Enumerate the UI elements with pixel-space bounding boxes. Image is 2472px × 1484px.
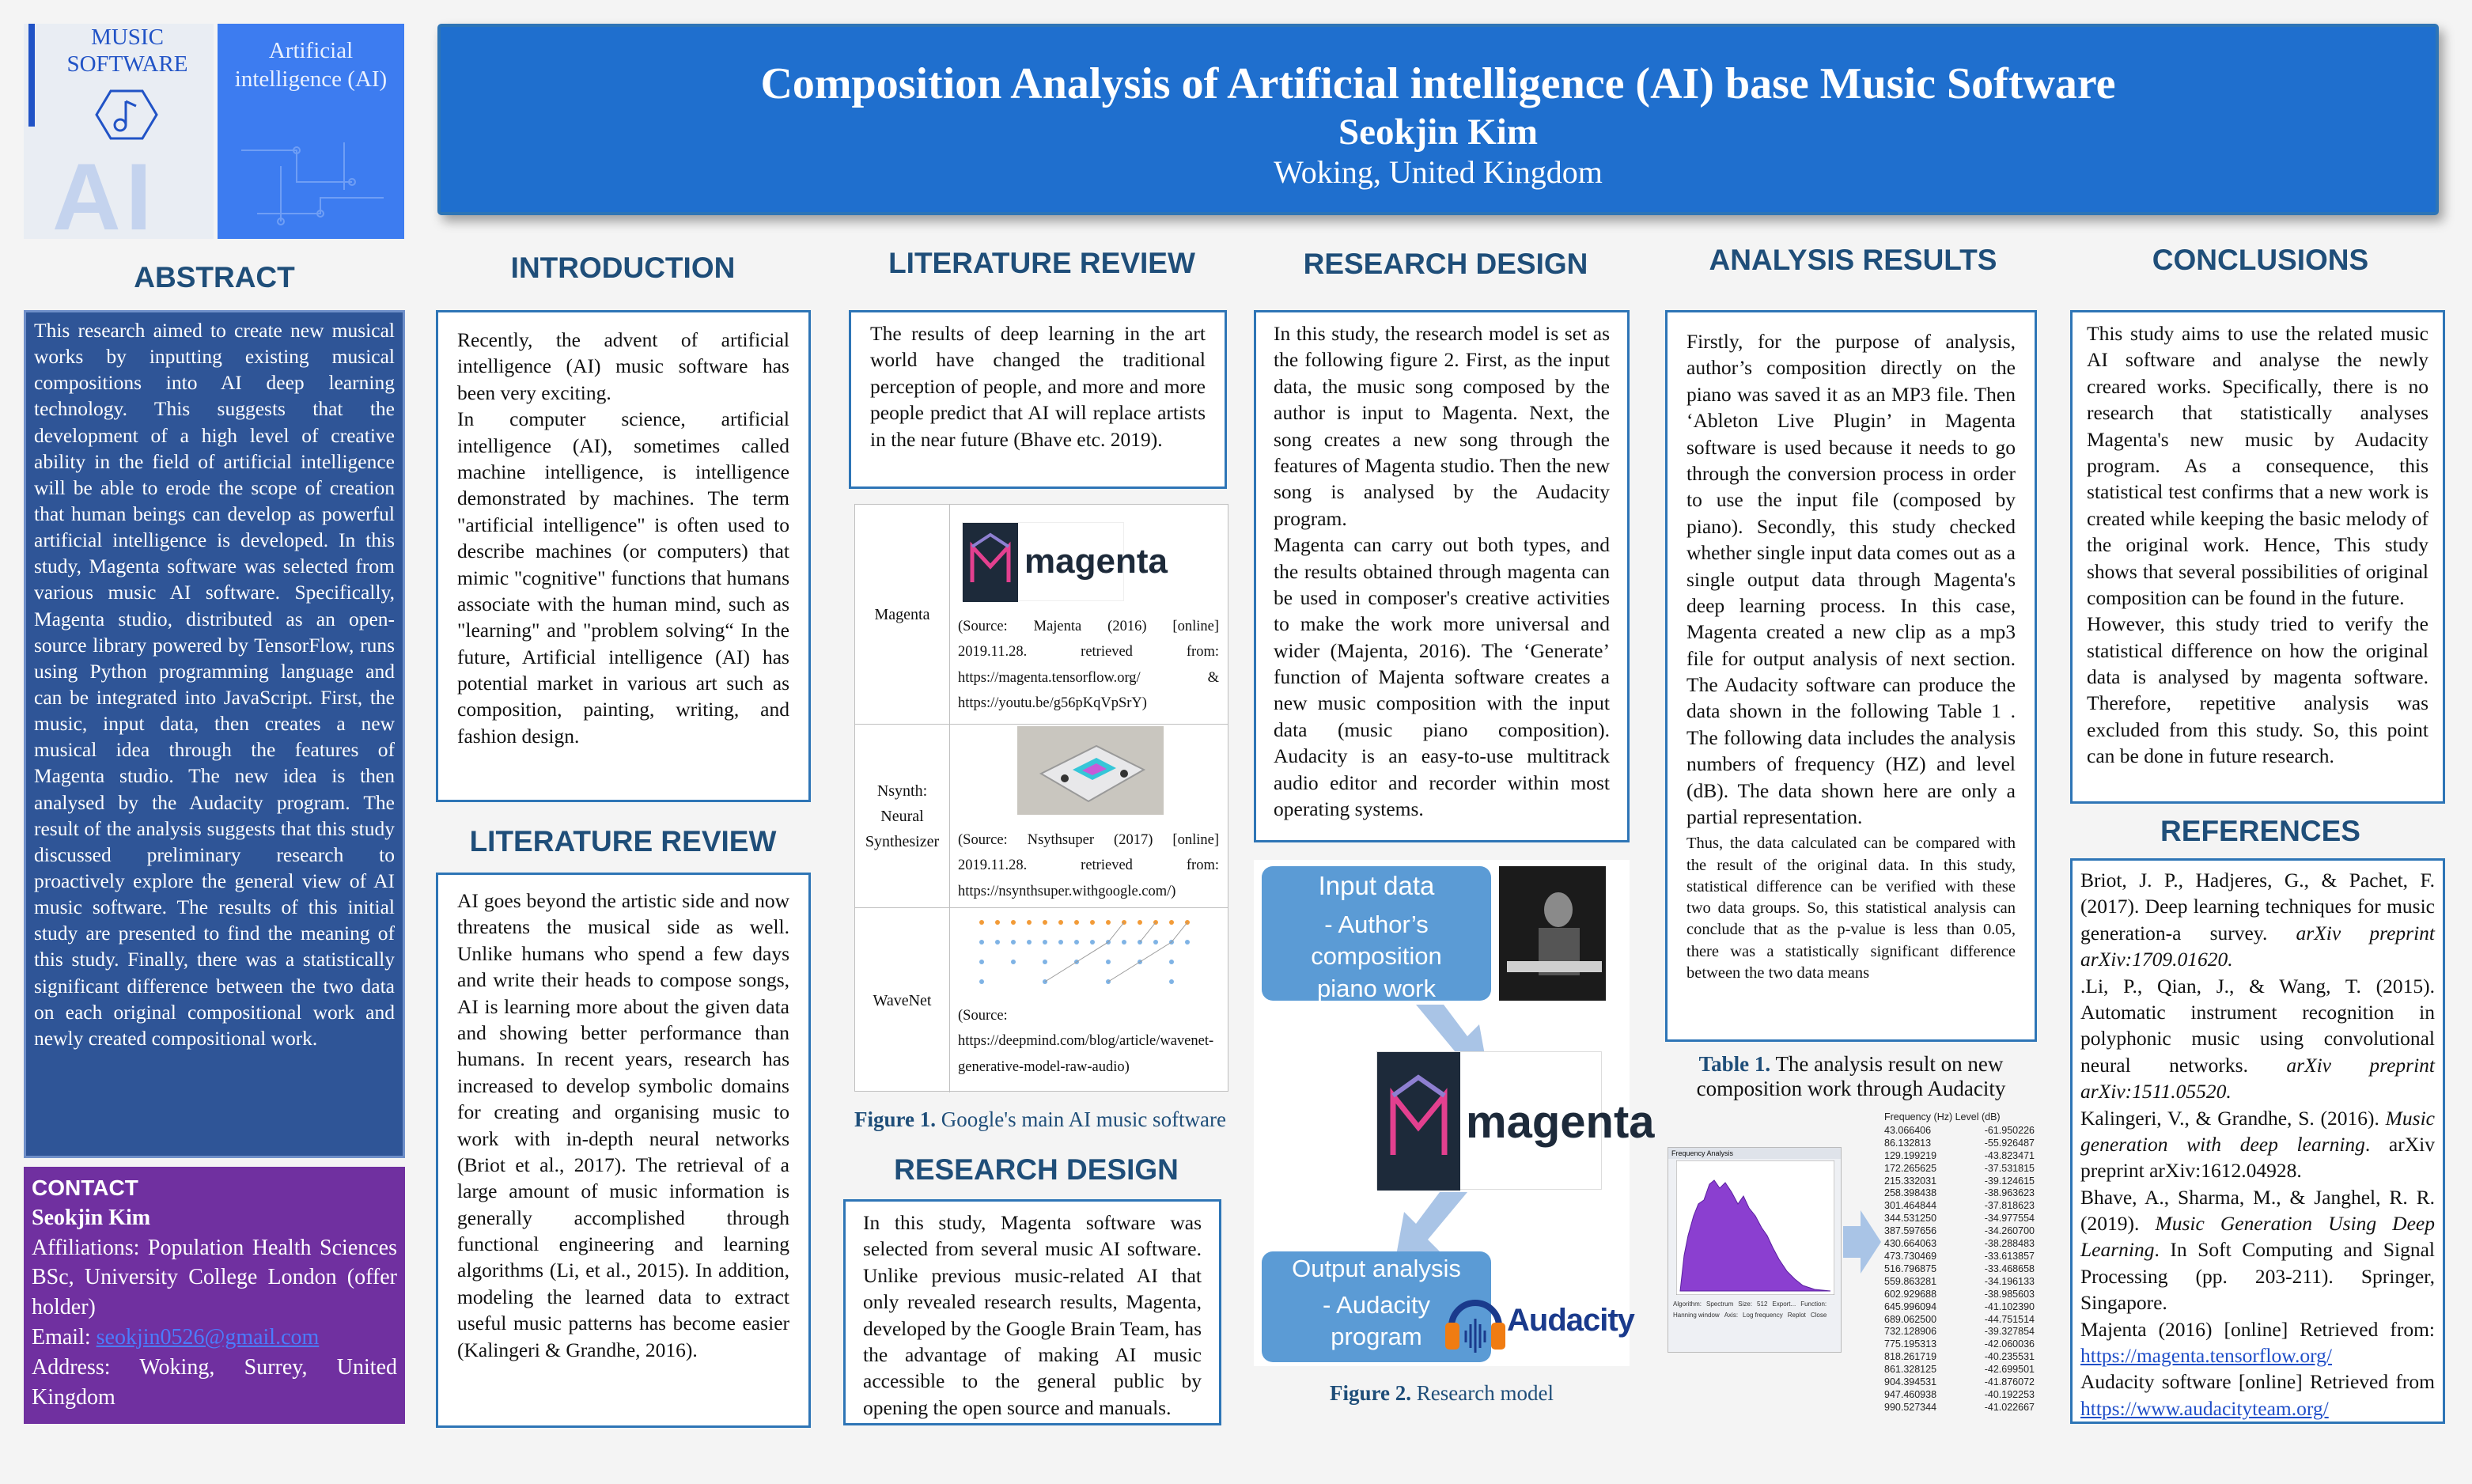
arrow-down-left-icon [1388,1188,1475,1259]
reference-6-link[interactable]: https://www.audacityteam.org/ [2080,1396,2329,1420]
spectrum-window-title: Frequency Analysis [1668,1148,1841,1159]
contact-email-link[interactable]: seokjin0526@gmail.com [96,1324,320,1350]
input-data-desc: - Author’s composition piano work [1311,910,1442,1002]
frequency-row [1884,1326,2035,1338]
frequency-value: 258.398438 [1884,1187,1937,1199]
spectrum-size-select[interactable]: 512 [1757,1300,1768,1308]
reference-5 [2080,1316,2435,1369]
level-value: -38.985603 [1984,1288,2035,1300]
research-design-heading-1: RESEARCH DESIGN [1303,248,1588,280]
contact-email-line [32,1323,397,1353]
spectrum-control-label: Size: [1738,1300,1753,1308]
reference-2 [2080,973,2435,1105]
figure-1-source-wavenet: (Source: https://deepmind.com/blog/article/wavenet-generative-model-raw-audio) [958,1008,1214,1075]
frequency-row [1884,1150,2035,1163]
frequency-row [1884,1376,2035,1389]
reference-3-tail: . arXiv preprint arXiv:1612.04928. [2080,1132,2435,1183]
spectrum-algorithm-select[interactable]: Spectrum [1706,1300,1734,1308]
level-value: -41.022667 [1984,1401,2035,1413]
research-design-heading-2: RESEARCH DESIGN [894,1153,1179,1186]
frequency-value: 818.261719 [1884,1351,1937,1363]
poster-location: Woking, United Kingdom [1274,154,1603,190]
figure-2-caption [1254,1381,1630,1406]
frequency-row [1884,1289,2035,1301]
figure-1-source-nsynth: (Source: Nsythsuper (2017) [online] 2019.11.28. retrieved from: https://nsynthsuper.withgoogle.com/) [958,832,1219,899]
frequency-row [1884,1200,2035,1213]
title-banner [437,24,2439,215]
frequency-value: 990.527344 [1884,1401,1937,1413]
reference-2-italic: arXiv preprint arXiv:1511.05520. [2080,1053,2435,1104]
research-design-p1: In this study, the research model is set as the following figure 2. First, as the input data, the music song composed by the author is input to Magenta. Next, the song creates a new song through the features of Magenta studio. Then the new song is analysed by the Audacity program. [1274,322,1610,530]
frequency-table-header: Frequency (Hz) Level (dB) [1884,1111,2001,1122]
literature-review-box-1 [849,310,1227,489]
arrow-right-icon [1843,1210,1881,1274]
reference-1-text: Briot, J. P., Hadjeres, G., & Pachet, F. (2017). Deep learning techniques for music generation-a survey. [2080,869,2435,945]
abstract-heading: ABSTRACT [134,261,295,293]
frequency-value: 344.531250 [1884,1213,1937,1225]
introduction-p2: In computer science, artificial intelligence (AI), sometimes called machine intelligence, is intelligence demonstrated by machines. The term "artificial intelligence" is often used to describe machines (or computers) that mimic "cognitive" functions that humans associate with the human mind, such as "learning" and "problem solving“ In the future, Artificial intelligence (AI) has potential market in various art such as composition, painting, writing, and fashion design. [457,407,789,748]
spectrum-controls [1673,1300,1838,1319]
frequency-value: 215.332031 [1884,1175,1937,1187]
reference-4 [2080,1184,2435,1316]
spectrum-replot-button[interactable]: Replot [1787,1312,1806,1319]
frequency-value: 473.730469 [1884,1250,1937,1262]
level-value: -55.926487 [1984,1137,2035,1149]
figure-1-caption-num: Figure 1. [854,1107,936,1131]
frequency-row [1884,1314,2035,1327]
introduction-box [436,310,811,802]
conclusions-p2: However, this study tried to verify the statistical difference on how the original data is analysed by magenta software. Therefore, repetitive analysis was excluded from this study. So, this point can be done in future research. [2087,612,2428,768]
hexagon-note-icon [95,87,158,142]
spectrum-control-label: Function: [1800,1300,1827,1308]
frequency-value: 172.265625 [1884,1162,1937,1174]
literature-review-text-1: The results of deep learning in the art world have changed the traditional perception of people, and more and more people predict that AI will replace artists in the near future (Bhave etc. 2019). [870,322,1206,451]
level-value: -61.950226 [1984,1124,2035,1136]
level-value: -33.613857 [1984,1250,2035,1262]
frequency-value: 516.796875 [1884,1263,1937,1274]
frequency-value: 689.062500 [1884,1313,1937,1325]
frequency-table [1884,1111,2035,1414]
frequency-row [1884,1351,2035,1364]
input-data-box [1262,866,1491,1001]
frequency-row [1884,1225,2035,1238]
references-heading: REFERENCES [2160,815,2360,847]
frequency-value: 129.199219 [1884,1149,1937,1161]
frequency-row [1884,1238,2035,1251]
output-analysis-title: Output analysis [1292,1255,1461,1282]
reference-1 [2080,867,2435,973]
research-design-p2: Magenta can carry out both types, and the results obtained through magenta can be used in composer's creative activities to make the work more universal and wider (Majenta, 2016). The ‘Generate’ function of Majenta software creates a new music composition with the input data (music piano composition). Audacity is an easy-to-use multitrack audio editor and recorder within most operating systems. [1274,533,1610,821]
magenta-logo [962,522,1168,601]
frequency-row [1884,1187,2035,1200]
input-data-title: Input data [1318,871,1435,900]
reference-4-text: Bhave, A., Sharma, M., & Janghel, R. R. (2019). [2080,1185,2435,1236]
figure-2-magenta-mark-icon [1377,1052,1460,1191]
spectrum-plot [1676,1160,1834,1295]
reference-3-text: Kalingeri, V., & Grandhe, S. (2016). [2080,1106,2386,1130]
figure-2-research-model [1254,860,1655,1366]
figure-1-label-nsynth: Nsynth: Neural Synthesizer [855,725,950,907]
output-analysis-desc: - Audacity program [1322,1291,1431,1351]
nsynth-device-image [1017,726,1164,815]
level-value: -33.468658 [1984,1263,2035,1274]
spectrum-export-button[interactable]: Export... [1772,1300,1796,1308]
frequency-row [1884,1276,2035,1289]
reference-4-tail: . In Soft Computing and Signal Processing (pp. 203-211). Springer, Singapore. [2080,1238,2435,1315]
figure-1-row-wavenet [855,908,1228,1092]
audacity-logo-text: Audacity [1507,1303,1634,1338]
circuit-pattern-icon [233,134,392,229]
table-1-caption [1665,1052,2037,1101]
reference-2-text: .Li, P., Qian, J., & Wang, T. (2015). Automatic instrument recognition in polyphonic music using convolutional neural networks. [2080,974,2435,1077]
level-value: -41.102390 [1984,1300,2035,1312]
frequency-row [1884,1263,2035,1276]
figure-1-label-wavenet: WaveNet [855,908,950,1092]
figure-1-caption-text: Google's main AI music software [941,1107,1227,1131]
frequency-row [1884,1389,2035,1402]
frequency-value: 904.394531 [1884,1376,1937,1388]
magenta-logo-text: magenta [1024,542,1168,581]
literature-review-heading-2: LITERATURE REVIEW [469,825,777,857]
reference-3-italic: Music generation with deep learning [2080,1106,2435,1156]
research-design-box-1 [1254,310,1630,842]
level-value: -39.327854 [1984,1326,2035,1338]
frequency-value: 947.460938 [1884,1388,1937,1400]
figure-2-caption-text: Research model [1416,1381,1554,1405]
frequency-value: 387.597656 [1884,1225,1937,1237]
analysis-p1: Firstly, for the purpose of analysis, author’s composition directly on the piano was saved it as an MP3 file. Then ‘Ableton Live Plugin’ in Magenta software is used because it needs to go through the conversion process in order to use the input file (composed by piano). Secondly, this study checked whether single input data comes out as a single output data through Magenta's deep learning process. In this case, Magenta created a new clip as a mp3 file for output analysis of next section. The Audacity software can produce the data shown in the following Table 1 . The following data includes the analysis numbers of frequency (HZ) and level (dB). The data shown here are only a partial representation. [1686,330,2016,829]
frequency-value: 559.863281 [1884,1275,1937,1287]
level-value: -37.531815 [1984,1162,2035,1174]
figure-1-row-magenta [855,505,1228,725]
level-value: -44.751514 [1984,1313,2035,1325]
audacity-spectrum-window [1668,1147,1842,1353]
contact-name: Seokjin Kim [32,1205,151,1230]
frequency-value: 732.128906 [1884,1326,1937,1338]
level-value: -34.260700 [1984,1225,2035,1237]
conclusions-heading: CONCLUSIONS [2152,244,2369,276]
level-value: -38.288483 [1984,1238,2035,1250]
reference-5-link[interactable]: https://magenta.tensorflow.org/ [2080,1344,2332,1368]
introduction-heading: INTRODUCTION [510,252,736,284]
abstract-box [24,310,405,1158]
level-value: -41.876072 [1984,1376,2035,1388]
frequency-value: 645.996094 [1884,1300,1937,1312]
research-design-box-2 [843,1199,1221,1425]
figure-1-label-magenta: Magenta [855,505,950,724]
reference-5-text: Majenta (2016) [online] Retrieved from: [2080,1317,2435,1341]
level-value: -40.235531 [1984,1351,2035,1363]
figure-2-magenta-logo-text: magenta [1466,1096,1655,1148]
frequency-row [1884,1402,2035,1414]
reference-6 [2080,1369,2435,1422]
ai-letters: AI [52,144,157,239]
analysis-results-heading: ANALYSIS RESULTS [1709,244,1997,276]
reference-4-italic: Music Generation Using Deep Learning [2080,1212,2435,1262]
level-value: -39.124615 [1984,1175,2035,1187]
ai-logo [218,24,404,239]
frequency-value: 602.929688 [1884,1288,1937,1300]
spectrum-function-select[interactable]: Hanning window [1673,1312,1720,1319]
level-value: -42.060036 [1984,1338,2035,1350]
magenta-mark-icon [963,523,1018,602]
contact-email-label: Email: [32,1324,91,1350]
frequency-row [1884,1364,2035,1376]
poster-title: Composition Analysis of Artificial intelligence (AI) base Music Software [760,59,2116,108]
references-box [2070,858,2445,1424]
introduction-p1: Recently, the advent of artificial intelligence (AI) music software has been very exciting. [457,328,789,404]
figure-2-caption-num: Figure 2. [1330,1381,1412,1405]
contact-address: Address: Woking, Surrey, United Kingdom [32,1354,397,1410]
reference-1-italic: arXiv preprint arXiv:1709.01620. [2080,921,2435,971]
frequency-row [1884,1338,2035,1351]
spectrum-control-label: Algorithm: [1673,1300,1702,1308]
frequency-value: 43.066406 [1884,1124,1932,1136]
frequency-table-rows [1884,1125,2035,1414]
audacity-logo [1444,1279,1634,1358]
table-1-caption-text: The analysis result on new composition work through Audacity [1696,1052,2006,1100]
contact-box [24,1167,405,1424]
table-1-caption-num: Table 1. [1698,1052,1771,1076]
analysis-p2: Thus, the data calculated can be compared with the result of the original data. In this study, statistical difference can be verified with these two data groups. So, this statistical analysis can conclude that as the p-value is less than 0.05, there was a statistically significant difference between the two data means [1686,835,2016,982]
frequency-row [1884,1125,2035,1138]
figure-1-row-nsynth [855,725,1228,908]
headphones-icon [1444,1283,1507,1354]
level-value: -34.196133 [1984,1275,2035,1287]
pianist-photo [1499,866,1606,1001]
frequency-value: 86.132813 [1884,1137,1932,1149]
frequency-row [1884,1213,2035,1225]
contact-affiliations: Affiliations: Population Health Sciences BSc, University College London (offer holder) [32,1235,397,1320]
level-value: -34.977554 [1984,1213,2035,1225]
frequency-value: 775.195313 [1884,1338,1937,1350]
level-value: -37.818623 [1984,1200,2035,1212]
level-value: -38.963623 [1984,1187,2035,1199]
music-software-logo-text: MUSIC SOFTWARE [66,25,188,77]
figure-1-caption [839,1107,1242,1132]
frequency-value: 861.328125 [1884,1364,1937,1376]
level-value: -42.699501 [1984,1364,2035,1376]
frequency-value: 301.464844 [1884,1200,1937,1212]
reference-6-text: Audacity software [online] Retrieved from [2080,1370,2435,1394]
figure-1-source-magenta: (Source: Majenta (2016) [online] 2019.11.28. retrieved from: https://magenta.tensorflow.org/ & https://youtu.be/g56pKqVpSrY) [958,619,1219,712]
analysis-results-box [1665,310,2037,1042]
conclusions-box [2070,310,2445,804]
literature-review-text-2: AI goes beyond the artistic side and now threatens the musical side as well. Unlike humans who spend a few days and write their heads to compose songs, AI is learning more about the given data and showing better performance than humans. In recent years, research has increased to develop symbolic domains for creating and organising music to work with in-depth neural networks (Briot et al., 2017). The retrieval of a large amount of music information is generally accomplished through functional engineering and learning algorithms (Li, et al., 2015). In addition, modeling the learned data to extract useful music patterns has become easier (Kalingeri & Grandhe, 2016). [457,889,789,1361]
frequency-row [1884,1301,2035,1314]
figure-1-table [854,504,1228,1092]
poster-author: Seokjin Kim [1338,112,1538,153]
frequency-row [1884,1175,2035,1188]
literature-review-box-2 [436,873,811,1428]
frequency-row [1884,1251,2035,1263]
logo-accent-bar [28,24,35,127]
frequency-row [1884,1163,2035,1175]
frequency-value: 430.664063 [1884,1238,1937,1250]
wavenet-diagram-image [974,914,1195,994]
research-design-text-2: In this study, Magenta software was selected from several music AI software. Unlike previous music-related AI that only revealed research results, Magenta, developed by the Google Brain Team, has the advantage of making AI music accessible to the general public by opening the open source and manuals. [863,1211,1202,1419]
frequency-row [1884,1138,2035,1150]
figure-2-magenta-logo [1376,1051,1655,1190]
level-value: -40.192253 [1984,1388,2035,1400]
abstract-text: This research aimed to create new musical works by inputting existing musical compositions into AI deep learning technology. This suggests that the development of a high level of creative ability in the field of artificial intelligence will be able to erode the scope of creation that human beings can develop as powerful artificial intelligence is developed. In this study, Magenta software was selected from various music AI software. Specifically, Magenta studio, distributed as an open-source library powered by TensorFlow, runs using Python programming language and can be integrated into JavaScript. First, the music, input data, then creates a new musical idea through the features of Magenta studio. The new idea is then analysed by the Audacity program. The result of the analysis suggests that this study discussed preliminary research to proactively explore the general view of AI music software. The results of this initial study are presented to find the meaning of this study. Finally, there was a statistically significant difference between the two data on each original compositional work and newly created compositional work. [34,319,395,1050]
spectrum-control-label: Axis: [1724,1312,1739,1319]
spectrum-close-button[interactable]: Close [1810,1312,1827,1319]
contact-heading: CONTACT [32,1175,138,1200]
music-software-logo [24,24,214,239]
ai-logo-text: Artificial intelligence (AI) [234,38,388,92]
level-value: -43.823471 [1984,1149,2035,1161]
conclusions-p1: This study aims to use the related music AI software and analyse the newly creared works. Specifically, there is no research that statistically analyses Magenta's new music by Audacity program. As a consequence, this statistical test confirms that a new work is created while keeping the basic melody of the original work. Hence, This study shows that several possibilities of original composition can be found in the future. [2087,322,2428,609]
literature-review-heading-1: LITERATURE REVIEW [888,247,1195,279]
reference-3 [2080,1105,2435,1184]
spectrum-axis-select[interactable]: Log frequency [1743,1312,1783,1319]
